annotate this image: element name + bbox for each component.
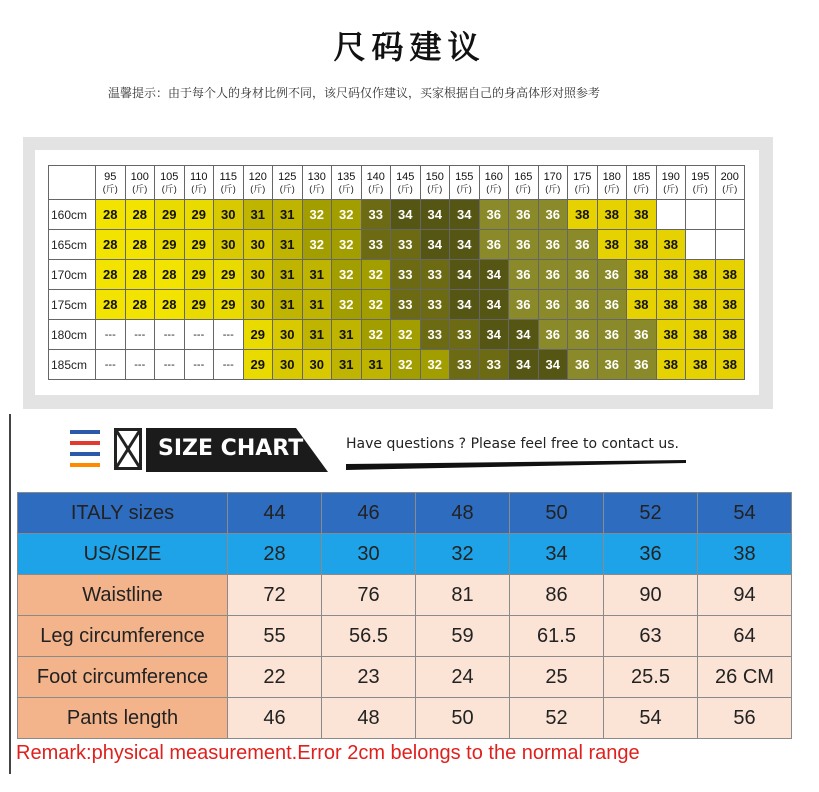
size-cell: 38 — [715, 260, 745, 290]
size-cell: 28 — [125, 230, 155, 260]
weight-unit: (斤) — [427, 183, 443, 194]
measure-value: 30 — [322, 534, 416, 575]
weight-unit: (斤) — [397, 183, 413, 194]
size-cell: 36 — [627, 350, 657, 380]
weight-header — [538, 166, 568, 200]
size-chart-badge: SIZE CHART — [158, 436, 304, 461]
size-cell: 34 — [538, 350, 568, 380]
size-cell: 38 — [627, 290, 657, 320]
size-cell: 33 — [391, 290, 421, 320]
size-cell: 36 — [568, 230, 598, 260]
measure-value: 63 — [604, 616, 698, 657]
table-row — [49, 350, 745, 380]
size-cell: 33 — [479, 350, 509, 380]
flag-stripe — [70, 430, 100, 434]
measure-value: 64 — [698, 616, 792, 657]
size-cell: 32 — [332, 290, 362, 320]
weight-header — [184, 166, 214, 200]
size-cell: --- — [184, 320, 214, 350]
weight-header — [656, 166, 686, 200]
size-cell: 28 — [155, 260, 185, 290]
table-row — [18, 616, 792, 657]
size-cell: 32 — [332, 230, 362, 260]
table-row — [49, 260, 745, 290]
weight-header — [361, 166, 391, 200]
weight-header — [96, 166, 126, 200]
size-cell: 31 — [273, 200, 303, 230]
size-cell: 36 — [509, 290, 539, 320]
table-row — [18, 534, 792, 575]
size-cell: 38 — [627, 260, 657, 290]
size-cell: 33 — [450, 320, 480, 350]
size-cell: 38 — [656, 350, 686, 380]
size-cell: 36 — [509, 200, 539, 230]
measure-value: 34 — [510, 534, 604, 575]
size-cell: 30 — [273, 350, 303, 380]
size-cell: 33 — [391, 230, 421, 260]
size-cell: 34 — [450, 200, 480, 230]
height-label: 160cm — [49, 200, 96, 230]
size-cell: 33 — [391, 260, 421, 290]
weight-header — [243, 166, 273, 200]
size-cell: 38 — [568, 200, 598, 230]
weight-value: 150 — [425, 170, 444, 183]
height-label: 185cm — [49, 350, 96, 380]
weight-value: 170 — [543, 170, 562, 183]
table-row — [49, 320, 745, 350]
weight-unit: (斤) — [368, 183, 384, 194]
flag-stripe — [70, 452, 100, 456]
size-cell — [686, 200, 716, 230]
size-cell: 33 — [361, 230, 391, 260]
measure-value: 48 — [322, 698, 416, 739]
size-cell — [686, 230, 716, 260]
size-cell: 34 — [450, 260, 480, 290]
size-cell: --- — [155, 350, 185, 380]
table-row — [18, 575, 792, 616]
measure-value: 25.5 — [604, 657, 698, 698]
weight-value: 165 — [514, 170, 533, 183]
weight-value: 105 — [160, 170, 179, 183]
weight-unit: (斤) — [309, 183, 325, 194]
table-row — [18, 698, 792, 739]
weight-value: 175 — [573, 170, 592, 183]
cn-size-panel — [23, 137, 773, 409]
height-label: 170cm — [49, 260, 96, 290]
international-size-table — [17, 492, 792, 739]
flag-stripe — [70, 463, 100, 467]
size-cell: 33 — [420, 320, 450, 350]
size-cell: 34 — [450, 290, 480, 320]
measure-label: Foot circumference — [18, 657, 228, 698]
size-cell: 32 — [302, 230, 332, 260]
weight-value: 95 — [104, 170, 117, 183]
measure-label: ITALY sizes — [18, 493, 228, 534]
measure-value: 23 — [322, 657, 416, 698]
size-cell: 36 — [568, 290, 598, 320]
weight-header — [302, 166, 332, 200]
size-cell: 38 — [627, 230, 657, 260]
weight-header — [568, 166, 598, 200]
size-cell: 30 — [302, 350, 332, 380]
measure-value: 44 — [228, 493, 322, 534]
weight-header — [686, 166, 716, 200]
table-row — [49, 200, 745, 230]
size-cell: 31 — [302, 290, 332, 320]
measurement-remark: Remark:physical measurement.Error 2cm belongs to the normal range — [16, 742, 640, 764]
weight-value: 125 — [278, 170, 297, 183]
table-row — [18, 493, 792, 534]
cn-header-row — [49, 166, 745, 200]
weight-header — [391, 166, 421, 200]
weight-header — [715, 166, 745, 200]
size-cell: --- — [155, 320, 185, 350]
weight-unit: (斤) — [161, 183, 177, 194]
size-cell: 36 — [509, 230, 539, 260]
weight-header — [509, 166, 539, 200]
weight-header — [155, 166, 185, 200]
weight-value: 145 — [396, 170, 415, 183]
size-tip: 温馨提示：由于每个人的身材比例不同，该尺码仅作建议，买家根据自己的身高体形对照参考 — [108, 86, 601, 100]
measure-value: 48 — [416, 493, 510, 534]
height-label: 180cm — [49, 320, 96, 350]
size-cell: 34 — [509, 350, 539, 380]
size-cell: 36 — [479, 230, 509, 260]
measure-value: 54 — [698, 493, 792, 534]
size-cell: 29 — [184, 200, 214, 230]
weight-value: 185 — [632, 170, 651, 183]
size-cell: 36 — [597, 350, 627, 380]
size-cell: 38 — [686, 260, 716, 290]
height-label: 175cm — [49, 290, 96, 320]
weight-value: 200 — [720, 170, 739, 183]
weight-value: 110 — [189, 170, 208, 183]
size-cell: 28 — [96, 230, 126, 260]
weight-unit: (斤) — [191, 183, 207, 194]
size-cell: 36 — [597, 320, 627, 350]
measure-value: 26 CM — [698, 657, 792, 698]
size-cell: 32 — [420, 350, 450, 380]
measure-value: 52 — [604, 493, 698, 534]
size-cell: --- — [214, 350, 244, 380]
weight-header — [479, 166, 509, 200]
measure-value: 46 — [228, 698, 322, 739]
weight-value: 100 — [130, 170, 149, 183]
measure-value: 54 — [604, 698, 698, 739]
size-cell: 38 — [656, 320, 686, 350]
measure-label: Pants length — [18, 698, 228, 739]
table-row — [49, 290, 745, 320]
measure-value: 22 — [228, 657, 322, 698]
size-cell: 38 — [656, 260, 686, 290]
weight-unit: (斤) — [633, 183, 649, 194]
size-cell: 32 — [391, 350, 421, 380]
left-divider — [9, 414, 11, 774]
size-cell: 38 — [656, 290, 686, 320]
weight-unit: (斤) — [338, 183, 354, 194]
measure-value: 24 — [416, 657, 510, 698]
size-cell: 31 — [273, 230, 303, 260]
measure-value: 28 — [228, 534, 322, 575]
size-cell: 36 — [597, 290, 627, 320]
weight-unit: (斤) — [279, 183, 295, 194]
size-cell: 38 — [715, 350, 745, 380]
size-cell: --- — [96, 320, 126, 350]
size-cell — [715, 230, 745, 260]
measure-value: 25 — [510, 657, 604, 698]
size-cell: 28 — [125, 290, 155, 320]
size-cell: 32 — [361, 290, 391, 320]
size-cell: 29 — [184, 290, 214, 320]
weight-header — [597, 166, 627, 200]
size-cell: 36 — [538, 260, 568, 290]
measure-label: Leg circumference — [18, 616, 228, 657]
size-cell: 38 — [686, 320, 716, 350]
weight-unit: (斤) — [250, 183, 266, 194]
flag-stripe — [70, 441, 100, 445]
measure-value: 50 — [416, 698, 510, 739]
size-cell: 29 — [214, 290, 244, 320]
size-cell: 28 — [125, 200, 155, 230]
size-cell: --- — [184, 350, 214, 380]
size-cell: 31 — [273, 260, 303, 290]
weight-value: 160 — [484, 170, 503, 183]
measure-value: 50 — [510, 493, 604, 534]
size-cell: 30 — [214, 230, 244, 260]
size-cell: 36 — [568, 260, 598, 290]
measure-value: 90 — [604, 575, 698, 616]
measure-value: 61.5 — [510, 616, 604, 657]
size-cell: 31 — [302, 320, 332, 350]
weight-unit: (斤) — [663, 183, 679, 194]
size-cell: --- — [214, 320, 244, 350]
size-cell: 36 — [538, 290, 568, 320]
page-title: 尺码建议 — [333, 28, 486, 66]
size-cell: 34 — [479, 260, 509, 290]
weight-unit: (斤) — [574, 183, 590, 194]
size-cell — [656, 200, 686, 230]
weight-value: 195 — [691, 170, 710, 183]
weight-header — [273, 166, 303, 200]
measure-value: 56.5 — [322, 616, 416, 657]
weight-value: 135 — [337, 170, 356, 183]
size-cell: 29 — [184, 260, 214, 290]
size-cell — [715, 200, 745, 230]
size-cell: 38 — [627, 200, 657, 230]
cn-size-table — [48, 165, 745, 380]
size-cell: 30 — [243, 290, 273, 320]
weight-header — [332, 166, 362, 200]
weight-unit: (斤) — [545, 183, 561, 194]
height-label: 165cm — [49, 230, 96, 260]
size-cell: 36 — [627, 320, 657, 350]
size-cell: 28 — [96, 290, 126, 320]
size-cell: 29 — [243, 350, 273, 380]
size-cell: 38 — [715, 320, 745, 350]
size-cell: 31 — [273, 290, 303, 320]
size-cell: 38 — [597, 230, 627, 260]
size-cell: 36 — [568, 350, 598, 380]
size-cell: 29 — [184, 230, 214, 260]
measure-value: 32 — [416, 534, 510, 575]
measure-value: 86 — [510, 575, 604, 616]
size-cell: 29 — [243, 320, 273, 350]
size-cell: 29 — [214, 260, 244, 290]
size-cell: 36 — [597, 260, 627, 290]
size-cell: 33 — [420, 260, 450, 290]
weight-value: 130 — [307, 170, 326, 183]
size-cell: 32 — [361, 320, 391, 350]
weight-value: 120 — [248, 170, 267, 183]
size-cell: 36 — [538, 320, 568, 350]
size-cell: 38 — [715, 290, 745, 320]
size-cell: 32 — [361, 260, 391, 290]
size-cell: 38 — [686, 290, 716, 320]
size-cell: 34 — [420, 230, 450, 260]
size-cell: 32 — [332, 260, 362, 290]
size-cell: 31 — [332, 320, 362, 350]
weight-value: 155 — [455, 170, 474, 183]
size-cell: 30 — [273, 320, 303, 350]
size-cell: 28 — [155, 290, 185, 320]
size-cell: 38 — [656, 230, 686, 260]
measure-value: 38 — [698, 534, 792, 575]
size-cell: 36 — [568, 320, 598, 350]
size-cell: --- — [125, 320, 155, 350]
size-cell: --- — [125, 350, 155, 380]
size-cell: 28 — [96, 260, 126, 290]
weight-unit: (斤) — [722, 183, 738, 194]
measure-value: 72 — [228, 575, 322, 616]
size-cell: 31 — [243, 200, 273, 230]
size-cell: --- — [96, 350, 126, 380]
weight-unit: (斤) — [515, 183, 531, 194]
size-cell: 36 — [509, 260, 539, 290]
weight-unit: (斤) — [604, 183, 620, 194]
size-cell: 31 — [361, 350, 391, 380]
measure-value: 59 — [416, 616, 510, 657]
size-cell: 34 — [479, 320, 509, 350]
size-cell: 28 — [96, 200, 126, 230]
size-cell: 34 — [450, 230, 480, 260]
weight-value: 180 — [602, 170, 621, 183]
weight-value: 190 — [661, 170, 680, 183]
weight-unit: (斤) — [692, 183, 708, 194]
size-cell: 30 — [214, 200, 244, 230]
weight-header — [125, 166, 155, 200]
size-cell: 29 — [155, 200, 185, 230]
table-row — [18, 657, 792, 698]
measure-value: 46 — [322, 493, 416, 534]
size-cell: 34 — [420, 200, 450, 230]
size-cell: 33 — [420, 290, 450, 320]
size-cell: 38 — [686, 350, 716, 380]
contact-note: Have questions ? Please feel free to contact us. — [346, 436, 679, 452]
weight-unit: (斤) — [132, 183, 148, 194]
cn-size-panel-inner — [35, 150, 759, 395]
size-cell: 36 — [538, 200, 568, 230]
size-cell: 32 — [391, 320, 421, 350]
measure-label: Waistline — [18, 575, 228, 616]
size-cell: 32 — [302, 200, 332, 230]
measure-value: 56 — [698, 698, 792, 739]
size-cell: 33 — [450, 350, 480, 380]
weight-unit: (斤) — [456, 183, 472, 194]
size-cell: 29 — [155, 230, 185, 260]
weight-header — [420, 166, 450, 200]
weight-header — [214, 166, 244, 200]
weight-value: 115 — [219, 170, 238, 183]
weight-unit: (斤) — [220, 183, 236, 194]
size-cell: 32 — [332, 200, 362, 230]
measure-value: 94 — [698, 575, 792, 616]
table-corner — [49, 166, 96, 200]
measure-label: US/SIZE — [18, 534, 228, 575]
size-cell: 36 — [538, 230, 568, 260]
size-cell: 34 — [509, 320, 539, 350]
measure-value: 52 — [510, 698, 604, 739]
size-cell: 38 — [597, 200, 627, 230]
size-cell: 36 — [479, 200, 509, 230]
measure-value: 55 — [228, 616, 322, 657]
size-cell: 34 — [479, 290, 509, 320]
cross-box-icon — [114, 428, 142, 470]
size-cell: 34 — [391, 200, 421, 230]
measure-value: 36 — [604, 534, 698, 575]
size-cell: 28 — [125, 260, 155, 290]
weight-unit: (斤) — [102, 183, 118, 194]
weight-header — [450, 166, 480, 200]
table-row — [49, 230, 745, 260]
size-cell: 31 — [302, 260, 332, 290]
underline-swoosh-icon — [346, 460, 686, 472]
weight-header — [627, 166, 657, 200]
weight-unit: (斤) — [486, 183, 502, 194]
weight-value: 140 — [366, 170, 385, 183]
size-cell: 33 — [361, 200, 391, 230]
size-cell: 30 — [243, 230, 273, 260]
size-cell: 30 — [243, 260, 273, 290]
measure-value: 76 — [322, 575, 416, 616]
size-cell: 31 — [332, 350, 362, 380]
measure-value: 81 — [416, 575, 510, 616]
